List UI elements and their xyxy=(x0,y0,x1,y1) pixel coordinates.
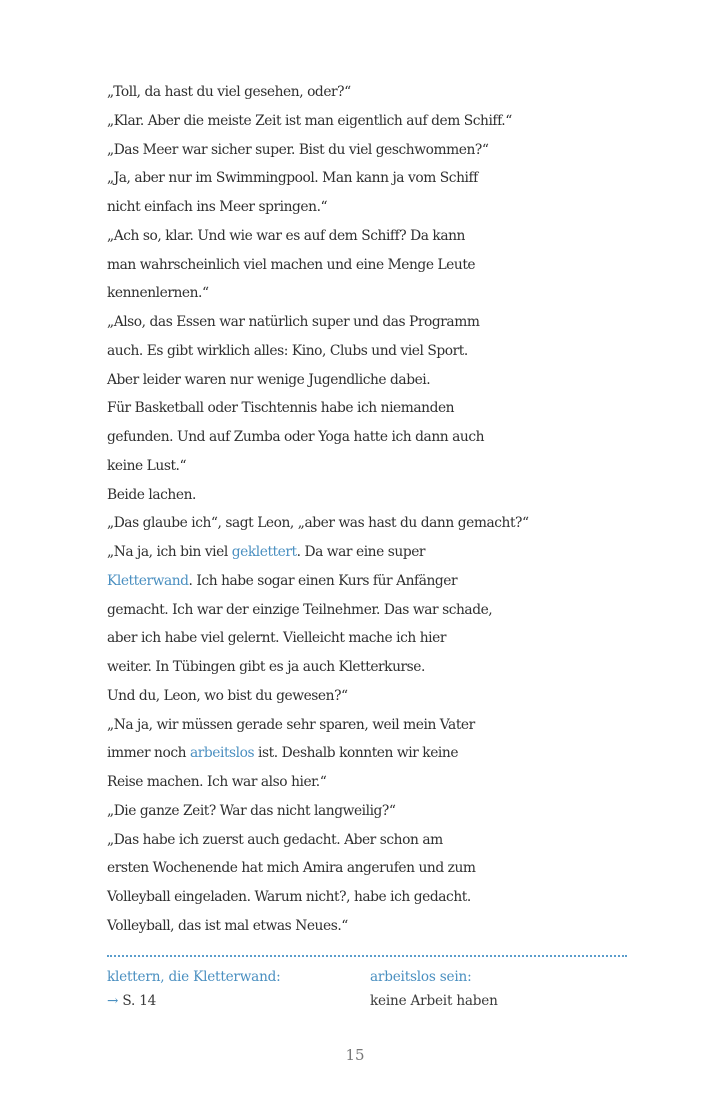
text-segment: „Toll, da hast du viel gesehen, oder?“ xyxy=(107,84,351,100)
text-line xyxy=(107,78,637,107)
text-segment: aber ich habe viel gelernt. Vielleicht mache ich hier xyxy=(107,630,446,647)
text-line xyxy=(107,193,637,222)
arrow-right-icon: → xyxy=(107,993,119,1009)
text-line xyxy=(107,567,637,596)
text-segment: auch. Es gibt wirklich alles: Kino, Clubs und viel Sport. xyxy=(107,342,468,359)
text-line xyxy=(107,596,637,625)
text-line xyxy=(107,797,637,826)
text-line xyxy=(107,624,637,653)
text-segment: kennenlernen.“ xyxy=(107,285,209,302)
text-line xyxy=(107,509,637,538)
text-segment: Und du, Leon, wo bist du gewesen?“ xyxy=(107,687,348,704)
text-line xyxy=(107,164,637,193)
footnote-term: klettern, die Kletterwand: xyxy=(107,969,281,985)
text-segment: „Das habe ich zuerst auch gedacht. Aber schon am xyxy=(107,831,443,848)
footnote-definition: keine Arbeit haben xyxy=(370,993,498,1009)
text-line xyxy=(107,251,637,280)
text-line xyxy=(107,883,637,912)
text-line xyxy=(107,337,637,366)
text-line xyxy=(107,538,637,567)
footnote-arbeitslos xyxy=(370,965,620,1013)
text-segment: Volleyball, das ist mal etwas Neues.“ xyxy=(107,917,348,934)
footnote-divider xyxy=(107,955,627,957)
text-segment: „Die ganze Zeit? War das nicht langweilig?“ xyxy=(107,802,396,819)
text-segment: weiter. In Tübingen gibt es ja auch Kletterkurse. xyxy=(107,659,425,675)
text-line xyxy=(107,423,637,452)
text-line xyxy=(107,366,637,395)
text-line xyxy=(107,107,637,136)
text-line xyxy=(107,653,637,682)
footnote-klettern xyxy=(107,965,357,1013)
text-segment: nicht einfach ins Meer springen.“ xyxy=(107,199,328,215)
text-segment: Reise machen. Ich war also hier.“ xyxy=(107,774,327,790)
text-segment: man wahrscheinlich viel machen und eine Menge Leute xyxy=(107,256,476,273)
page-number: 15 xyxy=(345,1046,365,1064)
text-line xyxy=(107,768,637,797)
footnote-term: arbeitslos sein: xyxy=(370,969,472,985)
text-line xyxy=(107,711,637,740)
text-segment: . Ich habe sogar einen Kurs für Anfänger xyxy=(188,572,458,589)
text-segment: „Das Meer war sicher super. Bist du viel geschwommen?“ xyxy=(107,141,489,158)
text-line xyxy=(107,912,637,941)
text-segment: „Klar. Aber die meiste Zeit ist man eigentlich auf dem Schiff.“ xyxy=(107,112,512,129)
text-line xyxy=(107,308,637,337)
text-segment: „Ach so, klar. Und wie war es auf dem Schiff? Da kann xyxy=(107,227,465,244)
text-segment: „Na ja, ich bin viel xyxy=(107,544,232,560)
glossary-word: geklettert xyxy=(231,544,297,560)
text-line xyxy=(107,394,637,423)
footnote-reference xyxy=(107,989,357,1013)
text-segment: Volleyball eingeladen. Warum nicht?, habe ich gedacht. xyxy=(107,889,471,905)
text-segment: keine Lust.“ xyxy=(107,457,187,474)
text-segment: Für Basketball oder Tischtennis habe ich niemanden xyxy=(107,400,455,417)
text-line xyxy=(107,481,637,510)
text-line xyxy=(107,452,637,481)
text-segment: Beide lachen. xyxy=(107,486,196,503)
text-line xyxy=(107,222,637,251)
text-segment: „Ja, aber nur im Swimmingpool. Man kann ja vom Schiff xyxy=(107,170,478,187)
text-line xyxy=(107,136,637,165)
text-line xyxy=(107,682,637,711)
text-segment: immer noch xyxy=(107,745,190,762)
glossary-word: Kletterwand xyxy=(107,572,189,589)
text-line xyxy=(107,854,637,883)
text-segment: Aber leider waren nur wenige Jugendliche dabei. xyxy=(107,371,431,388)
text-line xyxy=(107,279,637,308)
text-segment: ersten Wochenende hat mich Amira angerufen und zum xyxy=(107,860,476,877)
text-line xyxy=(107,826,637,855)
glossary-word: arbeitslos xyxy=(189,745,255,762)
text-segment: gefunden. Und auf Zumba oder Yoga hatte ich dann auch xyxy=(107,429,485,445)
text-segment: . Da war eine super xyxy=(296,544,426,560)
text-segment: ist. Deshalb konnten wir keine xyxy=(254,745,459,762)
text-segment: „Also, das Essen war natürlich super und das Programm xyxy=(107,314,480,330)
text-segment: gemacht. Ich war der einzige Teilnehmer. Das war schade, xyxy=(107,601,493,618)
page-reference: S. 14 xyxy=(122,993,157,1009)
text-segment: „Das glaube ich“, sagt Leon, „aber was hast du dann gemacht?“ xyxy=(107,515,529,532)
text-line xyxy=(107,739,637,768)
story-text xyxy=(107,78,637,941)
text-segment: „Na ja, wir müssen gerade sehr sparen, weil mein Vater xyxy=(107,716,475,733)
